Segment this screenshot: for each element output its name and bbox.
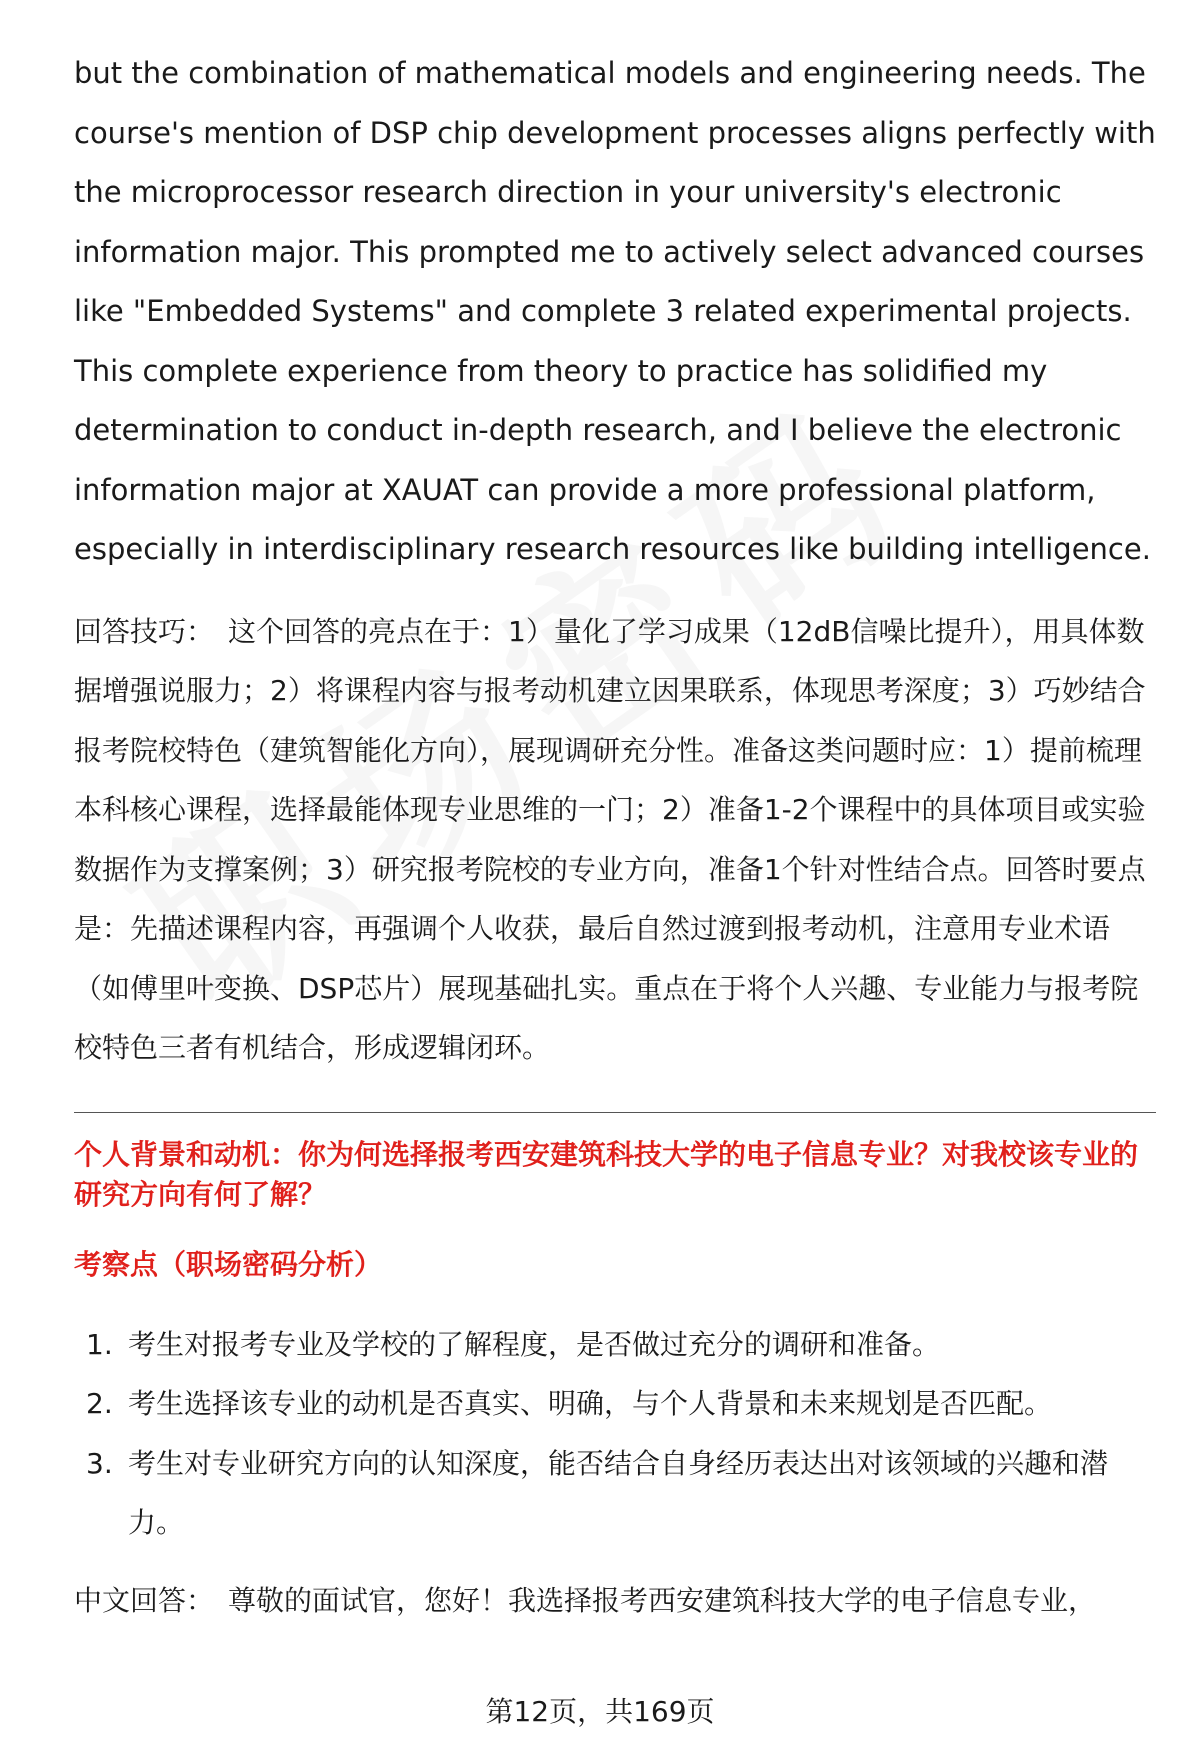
document-page bbox=[74, 44, 1156, 1621]
answer-tips-paragraph bbox=[74, 602, 1156, 1078]
english-answer-paragraph: but the combination of mathematical models and engineering needs. The course's mention of DSP chip development processes aligns perfectly with the microprocessor research direction in your university's electronic information major. This prompted me to actively select advanced courses like "Embedded Systems" and complete 3 related experimental projects. This complete experience from theory to practice has solidified my determination to conduct in-depth research, and I believe the electronic information major at XAUAT can provide a more professional platform, especially in interdisciplinary research resources like building intelligence. bbox=[74, 56, 1156, 566]
answer-tips-text: 这个回答的亮点在于：1）量化了学习成果（12dB信噪比提升），用具体数据增强说服力；2）将课程内容与报考动机建立因果联系，体现思考深度；3）巧妙结合报考院校特色（建筑智能化方向），展现调研充分性。准备这类问题时应：1）提前梳理本科核心课程，选择最能体现专业思维的一门；2）准备1-2个课程中的具体项目或实验数据作为支撑案例；3）研究报考院校的专业方向，准备1个针对性结合点。回答时要点是：先描述课程内容，再强调个人收获，最后自然过渡到报考动机，注意用专业术语（如傅里叶变换、DSP芯片）展现基础扎实。重点在于将个人兴趣、专业能力与报考院校特色三者有机结合，形成逻辑闭环。 bbox=[74, 614, 1146, 1064]
section-divider bbox=[74, 1112, 1156, 1113]
list-item-text: 考生对专业研究方向的认知深度，能否结合自身经历表达出对该领域的兴趣和潜力。 bbox=[128, 1446, 1109, 1539]
list-item bbox=[74, 1315, 1156, 1375]
interview-question: 个人背景和动机：你为何选择报考西安建筑科技大学的电子信息专业？对我校该专业的研究方向有何了解？ bbox=[74, 1137, 1139, 1211]
assessment-points-heading: 考察点（职场密码分析） bbox=[74, 1247, 383, 1281]
list-item-text: 考生对报考专业及学校的了解程度，是否做过充分的调研和准备。 bbox=[128, 1327, 941, 1361]
chinese-answer-text: 尊敬的面试官，您好！我选择报考西安建筑科技大学的电子信息专业， bbox=[228, 1583, 1097, 1617]
list-item-number: 3. bbox=[86, 1446, 113, 1480]
list-item bbox=[74, 1374, 1156, 1434]
page-number-footer: 第12页，共169页 bbox=[485, 1695, 715, 1728]
list-item bbox=[74, 1434, 1156, 1553]
answer-tips-label: 回答技巧： bbox=[74, 614, 215, 648]
chinese-answer-paragraph bbox=[74, 1581, 1156, 1621]
list-item-number: 1. bbox=[86, 1327, 113, 1361]
chinese-answer-label: 中文回答： bbox=[74, 1583, 215, 1617]
assessment-points-list bbox=[74, 1315, 1156, 1553]
list-item-text: 考生选择该专业的动机是否真实、明确，与个人背景和未来规划是否匹配。 bbox=[128, 1387, 1053, 1420]
list-item-number: 2. bbox=[86, 1387, 113, 1420]
